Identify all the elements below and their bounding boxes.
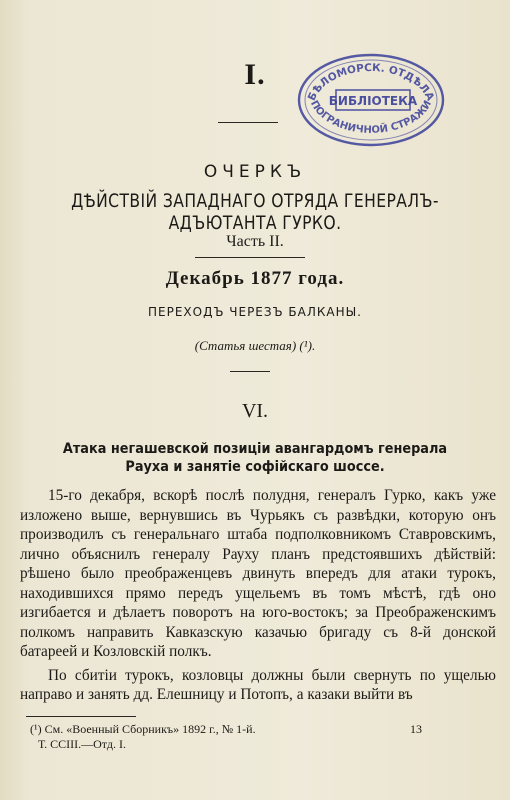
paragraph: 15-го декабря, вскорѣ послѣ полудня, генералъ Гурко, какъ уже изложено выше, вернувшись въ Чурьякъ съ развѣдки, которую онъ производилъ съ генеральнаго штаба подполковникомъ Ставровскимъ, лично объяснилъ генералу Рауху планъ предстоявшихъ дѣйствій: рѣшено было преображенцевъ двинуть впередъ для атаки турокъ, находившихся прямо передъ ущельемъ въ томъ мѣстѣ, гдѣ оно изгибается и дѣлаетъ поворотъ на юго-востокъ; за Преображенскимъ полкомъ направить Кавказскую казачью бригаду съ 8-й донской батареей и Козловскій полкъ. <box>20 487 496 660</box>
bleed-through-text <box>30 0 490 30</box>
page-number: 13 <box>410 722 422 736</box>
divider <box>195 257 305 258</box>
divider <box>230 371 270 372</box>
paragraph: По сбитіи турокъ, козловцы должны были свернуть по ущелью направо и занять дд. Елешницу и Потопъ, а казаки выйти въ <box>20 666 496 703</box>
part-label: Часть II. <box>226 233 284 250</box>
section-heading: Атака негашевской позиціи авангардомъ генерала Рауха и занятіе софійскаго шоссе. <box>62 441 448 475</box>
stamp-line3: ПОГРАНИЧНОЙ СТРАЖИ <box>308 98 434 136</box>
body-text <box>20 486 496 705</box>
library-stamp <box>296 52 446 148</box>
footnote-divider <box>26 716 136 717</box>
date-heading: Декабрь 1877 года. <box>165 268 345 289</box>
stamp-line2: БИБЛІОТЕКА <box>328 94 418 108</box>
footnote-line: Т. СCIII.—Отд. I. <box>38 737 126 751</box>
chapter-number: I. <box>244 58 266 91</box>
essay-subtitle: ДѢЙСТВІЙ ЗАПАДНАГО ОТРЯДА ГЕНЕРАЛЪ-АДЪЮТАНТА ГУРКО. <box>71 190 439 234</box>
footnote-line: (¹) См. «Военный Сборникъ» 1892 г., № 1-й. <box>30 722 256 736</box>
divider <box>218 122 278 123</box>
stamp-line1: БѢЛОМОРСК. ОТДѢЛА <box>305 61 437 103</box>
crossing-subtitle: ПЕРЕХОДЪ ЧЕРЕЗЪ БАЛКАНЫ. <box>147 305 362 319</box>
article-label: (Статья шестая) (¹). <box>194 338 316 353</box>
footnote <box>30 722 256 752</box>
section-number: VI. <box>241 400 269 422</box>
essay-title: ОЧЕРКЪ <box>203 162 307 182</box>
